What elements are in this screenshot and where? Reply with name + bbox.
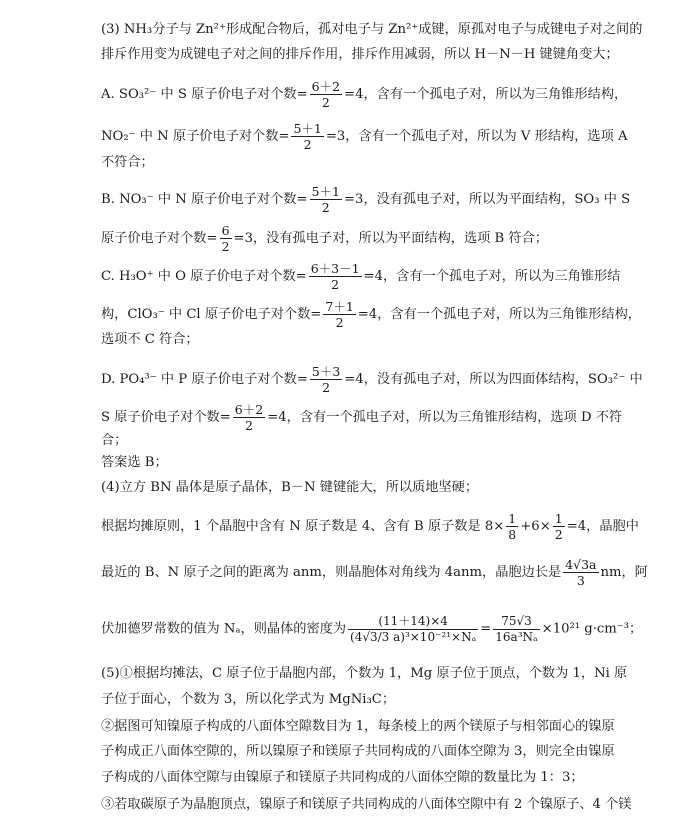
fraction: $\frac{75√3}{\text{16a³Nₐ}}$ — [495, 614, 538, 644]
fraction: $\frac{1}{8}$ — [508, 511, 517, 543]
text-line: NO₂⁻ 中 N 原子价电子对个数= $\frac{5+1}{2}$ =3，含有一个孤电子对，所以为 V 形结构，选项 A — [101, 121, 628, 153]
text-line: 选项不 C 符合； — [101, 332, 199, 347]
text-line: 合； — [101, 433, 128, 448]
fraction: $\frac{5+1}{2}$ — [293, 121, 322, 153]
text-line: 排斥作用变为成键电子对之间的排斥作用，排斥作用减弱，所以 H－N－H 键键角变大； — [101, 47, 619, 62]
text-line: ②据图可知镍原子构成的八面体空隙数目为 1，每条棱上的两个镁原子与相邻面心的镍原 — [101, 719, 615, 734]
fraction: $\frac{6+3-1}{2}$ — [310, 261, 360, 293]
fraction: $\frac{7+1}{2}$ — [325, 299, 354, 331]
text-line: 子位于面心，个数为 3，所以化学式为 MgNi₃C； — [101, 692, 396, 707]
fraction: $\frac{4√3a}{3}$ — [565, 557, 597, 589]
text-line: 子构成正八面体空隙的，所以镍原子和镁原子共同构成的八面体空隙为 3，则完全由镍原 — [101, 744, 615, 759]
answer-line: 答案选 B； — [101, 455, 168, 470]
text-line: (3) NH₃分子与 Zn²⁺形成配合物后，孤对电子与 Zn²⁺成键，原孤对电子与成键电子对之间的 — [101, 22, 643, 37]
text-line-option-c: C. H₃O⁺ 中 O 原子价电子对个数= $\frac{6+3-1}{2}$ =4，含有一个孤电子对，所以为三角锥形结 — [101, 261, 621, 293]
text-line: ③若取碳原子为晶胞顶点，镍原子和镁原子共同构成的八面体空隙中有 2 个镍原子、4 个镁 — [101, 797, 632, 812]
text-line: 原子价电子对个数= $\frac{6}{2}$ =3，没有孤电子对，所以为平面结构，选项 B 符合； — [101, 223, 548, 255]
fraction: $\frac{6}{2}$ — [221, 223, 230, 255]
fraction: $\frac{6+2}{2}$ — [311, 79, 341, 111]
fraction: $\frac{6+2}{2}$ — [234, 402, 264, 434]
text-line: 最近的 B、N 原子之间的距离为 anm，则晶胞体对角线为 4anm，晶胞边长是 $\frac{4√3a}{3}$ nm，阿 — [101, 557, 648, 589]
text-line-option-b: B. NO₃⁻ 中 N 原子价电子对个数= $\frac{5+1}{2}$ =3，没有孤电子对，所以为平面结构，SO₃ 中 S — [101, 184, 631, 216]
fraction: $\frac{5+1}{2}$ — [311, 184, 340, 216]
fraction: $\frac{1}{2}$ — [554, 511, 563, 543]
text-line-density: 伏加德罗常数的值为 Nₐ，则晶体的密度为 $\frac{(11+14)\times 4}{\text{(4√3/3 a)³×10⁻²¹×Nₐ}}$ = $\frac{75√3}{\text{16a³Nₐ}}$ ×10²¹ g·cm⁻³； — [101, 614, 643, 644]
fraction: $\frac{(11+14)\times 4}{\text{(4√3/3 a)³×10⁻²¹×Nₐ}}$ — [350, 614, 477, 644]
text-line-option-d: D. PO₄³⁻ 中 P 原子价电子对个数= $\frac{5+3}{2}$ =4，没有孤电子对，所以为四面体结构，SO₃²⁻ 中 — [101, 364, 643, 396]
text-line: 不符合； — [101, 155, 154, 170]
text-line: 构，ClO₃⁻ 中 Cl 原子价电子对个数= $\frac{7+1}{2}$ =4，含有一个孤电子对，所以为三角锥形结构， — [101, 299, 641, 331]
text-line: 子构成的八面体空隙与由镍原子和镁原子共同构成的八面体空隙的数量比为 1：3； — [101, 770, 584, 785]
fraction: $\frac{5+3}{2}$ — [311, 364, 341, 396]
text-line: (4)立方 BN 晶体是原子晶体，B－N 键键能大，所以质地坚硬； — [101, 480, 479, 495]
text-line: S 原子价电子对个数= $\frac{6+2}{2}$ =4，含有一个孤电子对，所以为三角锥形结构，选项 D 不符 — [101, 402, 623, 434]
text-line-option-a: A. SO₃²⁻ 中 S 原子价电子对个数= $\frac{6+2}{2}$ =4，含有一个孤电子对，所以为三角锥形结构， — [101, 79, 628, 111]
text-line: 根据均摊原则，1 个晶胞中含有 N 原子数是 4、含有 B 原子数是 8× $\frac{1}{8}$ +6× $\frac{1}{2}$ =4，晶胞中 — [101, 511, 639, 543]
text-line: (5)①根据均摊法，C 原子位于晶胞内部，个数为 1，Mg 原子位于顶点，个数为 1，Ni 原 — [101, 666, 628, 681]
